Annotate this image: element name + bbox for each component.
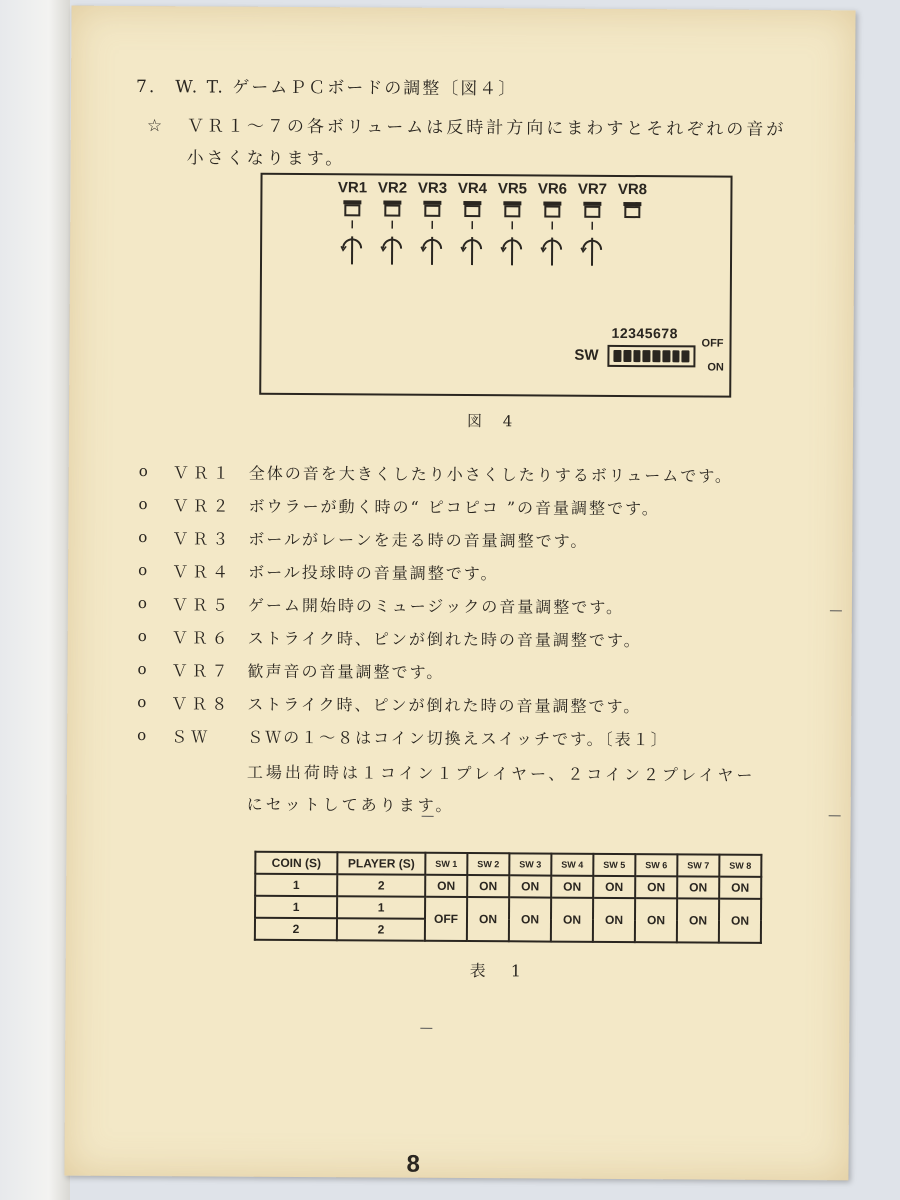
vr-label: VR6: [537, 180, 568, 198]
column-header: SW 4: [551, 854, 593, 876]
column-header: SW 8: [719, 855, 761, 877]
list-item: [137, 689, 837, 726]
dip-switch-icon: [607, 345, 695, 368]
item-description: ボールがレーンを走る時の音量調整です。: [248, 529, 589, 551]
adjacent-page-edge: [0, 0, 70, 1200]
bullet: o: [138, 462, 148, 481]
table-cell: 2: [337, 874, 425, 897]
table-cell: ON: [425, 875, 467, 897]
table-cell: ON: [593, 876, 635, 898]
note-line: にセットしてあります。: [246, 794, 455, 815]
column-header: SW 7: [677, 854, 719, 876]
volume-knob-icon: [417, 199, 447, 269]
dip-switch-numbers: 12345678: [611, 324, 678, 342]
item-description: 歓声音の音量調整です。: [247, 661, 445, 682]
dip-switch-label: SW: [574, 346, 599, 364]
table-cell: ON: [467, 875, 509, 897]
item-code: ＳＷ: [171, 727, 212, 747]
table-cell: 2: [337, 918, 425, 941]
volume-knob-icon: [457, 199, 487, 269]
margin-mark: [829, 815, 841, 816]
adjustment-list: [137, 458, 839, 759]
list-item: [137, 656, 837, 693]
table-caption: 表 1: [469, 961, 532, 981]
margin-mark: [422, 816, 434, 817]
page-number: 8: [406, 1150, 420, 1178]
volume-vr8: [612, 181, 652, 230]
list-item: [138, 557, 838, 594]
bullet: o: [137, 660, 147, 679]
vr-label: VR7: [577, 180, 608, 198]
dip-on-label: ON: [707, 361, 724, 374]
volume-knob-icon: [337, 198, 367, 268]
volume-vr4: [452, 180, 493, 269]
star-icon: ☆: [146, 116, 166, 137]
table-row: [255, 874, 761, 899]
bullet: o: [138, 561, 148, 580]
item-description: ゲーム開始時のミュージックの音量調整です。: [247, 595, 625, 618]
section-heading: 7. W. T. ゲームＰＣボードの調整〔図４〕: [136, 77, 518, 100]
table-cell: ON: [635, 898, 677, 942]
list-item: [138, 590, 838, 627]
column-header: SW 2: [467, 853, 509, 875]
table-cell: ON: [719, 899, 761, 943]
volume-knob-icon: [577, 200, 607, 270]
table-cell: 1: [255, 896, 337, 919]
list-item: [138, 524, 838, 561]
coin-switch-table: [254, 851, 763, 944]
bullet: o: [138, 495, 148, 514]
item-code: ＶＲ７: [171, 661, 232, 681]
column-header: SW 1: [425, 853, 467, 875]
item-description: ボウラーが動く時の“ ピコピコ ”の音量調整です。: [248, 496, 660, 519]
item-code: ＶＲ２: [172, 496, 233, 516]
table-cell: OFF: [425, 897, 467, 941]
volume-vr7: [572, 181, 613, 270]
volume-vr6: [532, 180, 573, 269]
table-cell: ON: [509, 897, 551, 941]
column-header: COIN (S): [255, 852, 337, 875]
item-code: ＶＲ８: [171, 694, 232, 714]
figure-caption: 図 4: [466, 412, 521, 431]
table-cell: 1: [255, 874, 337, 897]
item-code: ＶＲ１: [172, 463, 233, 483]
volume-knob-icon: [617, 200, 647, 230]
list-item: [139, 458, 839, 495]
table-row: [255, 896, 761, 921]
margin-mark: [420, 1028, 432, 1029]
table-cell: 1: [337, 896, 425, 919]
intro-text: ＶＲ１～７の各ボリュームは反時計方向にまわすとそれぞれの音が小さくなります。: [186, 116, 787, 170]
table-cell: ON: [719, 877, 761, 899]
note-line: 工場出荷時は１コイン１プレイヤー、２コイン２プレイヤー: [246, 762, 756, 785]
list-item: [138, 491, 838, 528]
volume-knob-icon: [537, 199, 567, 269]
intro-note: [147, 110, 787, 178]
table-cell: ON: [677, 876, 719, 898]
item-description: ＳＷの１～８はコイン切換えスイッチです。〔表１〕: [247, 727, 669, 750]
table-cell: ON: [551, 898, 593, 942]
column-header: PLAYER (S): [337, 852, 425, 875]
table-cell: ON: [467, 897, 509, 941]
item-code: ＶＲ３: [172, 529, 233, 549]
item-description: 全体の音を大きくしたり小さくしたりするボリュームです。: [248, 463, 734, 486]
table-cell: 2: [255, 918, 337, 941]
table-cell: ON: [635, 876, 677, 898]
manual-page: [64, 6, 855, 1181]
column-header: SW 3: [509, 853, 551, 875]
column-header: SW 6: [635, 854, 677, 876]
volume-vr2: [372, 179, 413, 268]
vr-label: VR4: [457, 179, 488, 198]
vr-label: VR2: [377, 179, 408, 197]
vr-label: VR3: [417, 179, 448, 197]
volume-knob-icon: [377, 198, 407, 268]
bullet: o: [137, 693, 147, 712]
table-header-row: [255, 852, 761, 877]
dip-off-label: OFF: [701, 337, 724, 350]
vr-label: VR5: [497, 180, 528, 198]
list-item: [137, 722, 837, 759]
bullet: o: [137, 726, 147, 745]
table-cell: ON: [593, 898, 635, 942]
item-description: ボール投球時の音量調整です。: [248, 562, 499, 584]
volume-vr5: [492, 180, 533, 269]
table-cell: ON: [677, 898, 719, 942]
vr-label: VR1: [337, 179, 368, 197]
item-description: ストライク時、ピンが倒れた時の音量調整です。: [247, 694, 642, 717]
vr-label: VR8: [617, 180, 648, 199]
table-cell: ON: [509, 875, 551, 897]
margin-mark: [830, 610, 842, 611]
item-code: ＶＲ６: [171, 628, 232, 648]
bullet: o: [137, 627, 147, 646]
item-code: ＶＲ４: [172, 562, 233, 582]
column-header: SW 5: [593, 854, 635, 876]
volume-vr1: [332, 179, 373, 268]
volume-knob-icon: [497, 199, 527, 269]
pc-board-diagram: [259, 173, 732, 398]
list-item: [138, 623, 838, 660]
item-description: ストライク時、ピンが倒れた時の音量調整です。: [247, 628, 642, 651]
item-code: ＶＲ５: [171, 595, 232, 615]
volume-vr3: [412, 180, 453, 269]
bullet: o: [137, 594, 148, 613]
sw-default-note: [247, 757, 756, 824]
table-cell: ON: [551, 876, 593, 898]
bullet: o: [138, 528, 148, 547]
